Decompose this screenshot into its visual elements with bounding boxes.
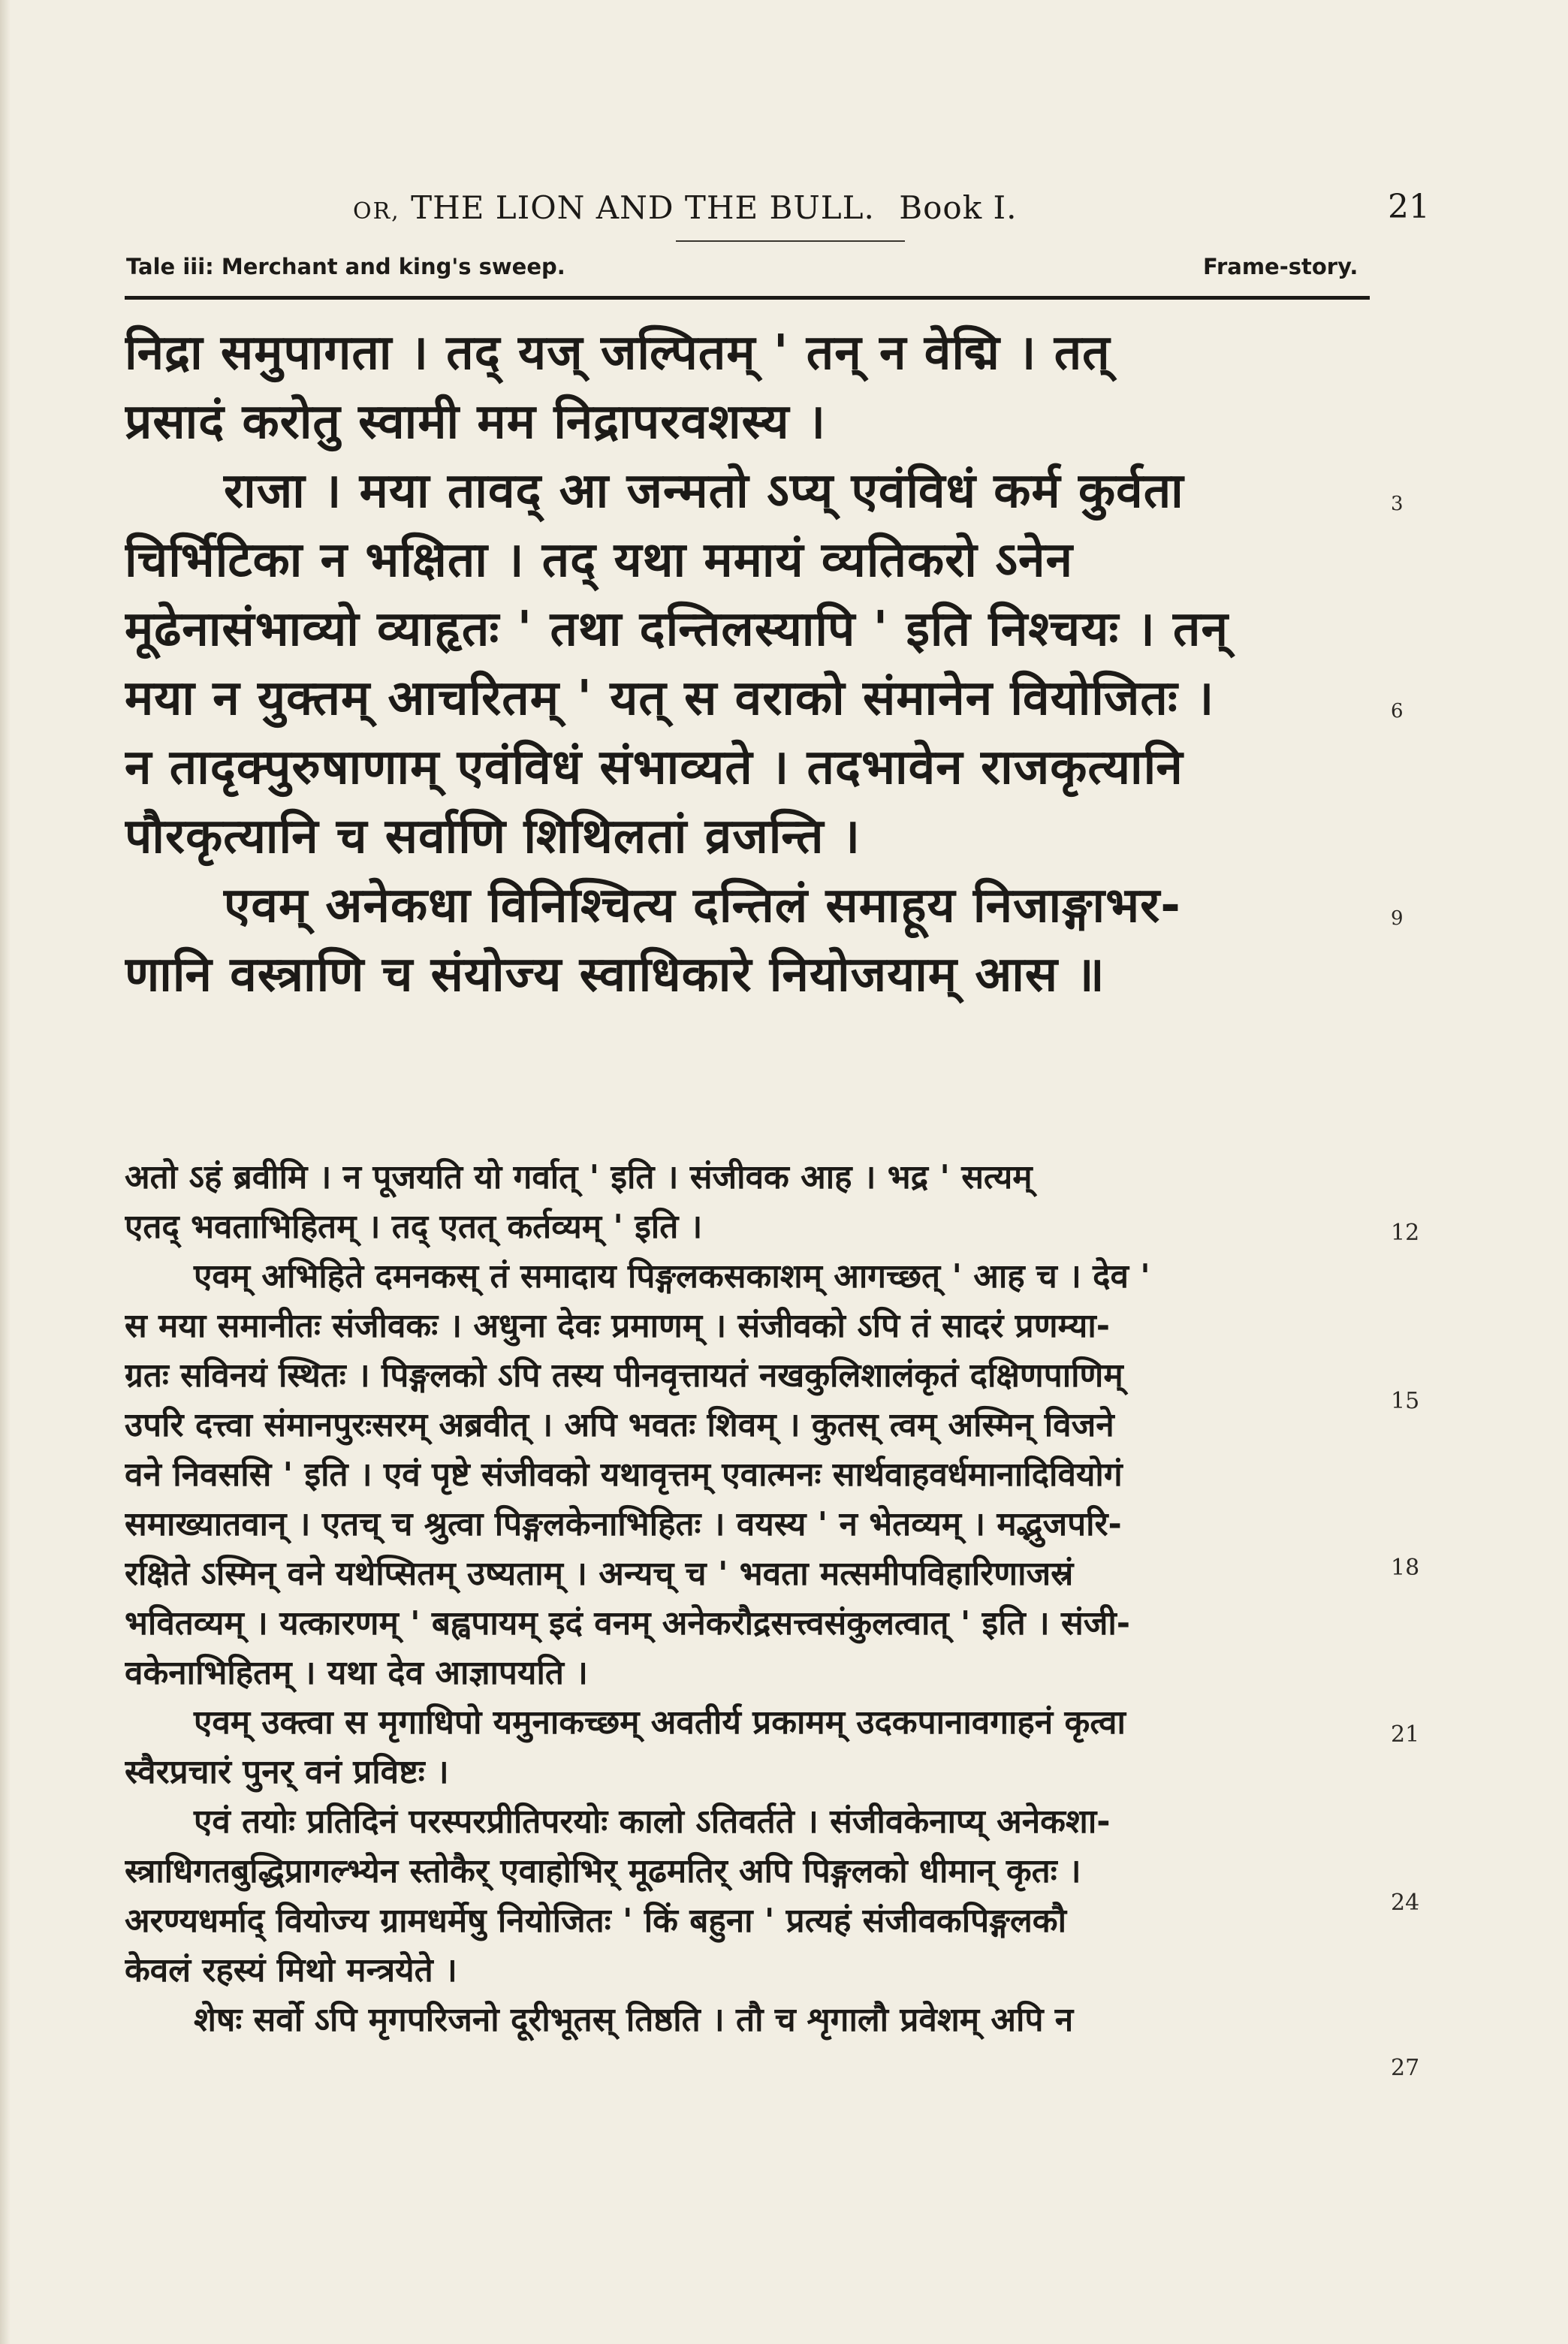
text-line: केवलं रहस्यं मिथो मन्त्रयेते ।: [125, 1951, 457, 1990]
text-line: स्वैरप्रचारं पुनर् वनं प्रविष्टः ।: [125, 1753, 449, 1791]
text-line: वकेनाभिहितम् । यथा देव आज्ञापयति ।: [125, 1654, 588, 1692]
line-number: 27: [1391, 2055, 1420, 2081]
text-line: एतद् भवताभिहितम् । तद् एतत् कर्तव्यम् ' इति ।: [125, 1208, 703, 1246]
text-line: राजा । मया तावद् आ जन्मतो ऽप्य् एवंविधं कर्म कुर्वता: [224, 463, 1184, 519]
page-number: 21: [1388, 188, 1430, 226]
text-line: रक्षिते ऽस्मिन् वने यथेप्सितम् उष्यताम् । अन्यच् च ' भवता मत्समीपविहारिणाजस्रं: [125, 1555, 1074, 1593]
running-head: [353, 189, 1017, 226]
running-head-title: THE LION AND THE BULL.: [411, 189, 875, 226]
line-number: 12: [1391, 1220, 1420, 1246]
text-line: भवितव्यम् । यत्कारणम् ' बह्वपायम् इदं वनम् अनेकरौद्रसत्त्वसंकुलत्वात् ' इति । संजी-: [125, 1604, 1131, 1643]
text-line: एवम् अभिहिते दमनकस् तं समादाय पिङ्गलकसकाशम् आगच्छत् ' आह च । देव ': [194, 1257, 1150, 1296]
line-number: 6: [1391, 700, 1404, 723]
text-line: प्रसादं करोतु स्वामी मम निद्रापरवशस्य ।: [125, 394, 827, 450]
text-line: वने निवससि ' इति । एवं पृष्टे संजीवको यथावृत्तम् एवात्मनः सार्थवाहवर्धमानादिवियोगं: [125, 1456, 1123, 1494]
text-line: एवं तयोः प्रतिदिनं परस्परप्रीतिपरयोः कालो ऽतिवर्तते । संजीवकेनाप्य् अनेकशा-: [194, 1802, 1111, 1841]
text-line: अतो ऽहं ब्रवीमि । न पूजयति यो गर्वात् ' इति । संजीवक आह । भद्र ' सत्यम्: [125, 1158, 1033, 1196]
subtitle-right: Frame-story.: [1203, 254, 1358, 279]
running-head-book: Book I.: [899, 189, 1018, 226]
line-number: 15: [1391, 1388, 1420, 1414]
header-rule: [125, 296, 1370, 300]
small-type-block: [125, 1153, 1371, 2045]
line-number: 9: [1391, 907, 1404, 930]
line-number: 3: [1391, 493, 1404, 515]
text-line: मूढेनासंभाव्यो व्याहृतः ' तथा दन्तिलस्यापि ' इति निश्चयः । तन्: [125, 602, 1229, 657]
text-line: समाख्यातवान् । एतच् च श्रुत्वा पिङ्गलकेनाभिहितः । वयस्य ' न भेतव्यम् । मद्भुजपरि-: [125, 1505, 1122, 1543]
text-line: एवम् अनेकधा विनिश्चित्य दन्तिलं समाहूय निजाङ्गाभर-: [224, 878, 1181, 934]
text-line: अरण्यधर्माद् वियोज्य ग्रामधर्मेषु नियोजितः ' किं बहुना ' प्रत्यहं संजीवकपिङ्गलकौ: [125, 1902, 1066, 1940]
line-number: 24: [1391, 1890, 1420, 1916]
text-line: स मया समानीतः संजीवकः । अधुना देवः प्रमाणम् । संजीवको ऽपि तं सादरं प्रणम्या-: [125, 1307, 1110, 1345]
line-number: 18: [1391, 1555, 1420, 1581]
text-line: उपरि दत्त्वा संमानपुरःसरम् अब्रवीत् । अपि भवतः शिवम् । कुतस् त्वम् अस्मिन् विजने: [125, 1406, 1114, 1444]
text-line: णानि वस्त्राणि च संयोज्य स्वाधिकारे नियोजयाम् आस ॥: [125, 947, 1105, 1003]
subtitle-left: Tale iii: Merchant and king's sweep.: [126, 254, 565, 279]
text-line: शेषः सर्वो ऽपि मृगपरिजनो दूरीभूतस् तिष्ठति । तौ च शृगालौ प्रवेशम् अपि न: [194, 2001, 1074, 2039]
text-line: एवम् उक्त्वा स मृगाधिपो यमुनाकच्छम् अवतीर्य प्रकामम् उदकपानावगाहनं कृत्वा: [194, 1703, 1126, 1742]
text-line: न तादृक्पुरुषाणाम् एवंविधं संभाव्यते । तदभावेन राजकृत्यानि: [125, 740, 1184, 795]
running-head-or: OR,: [353, 198, 400, 225]
text-line: ग्रतः सविनयं स्थितः । पिङ्गलको ऽपि तस्य पीनवृत्तायतं नखकुलिशालंकृतं दक्षिणपाणिम्: [125, 1356, 1123, 1395]
page-edge-shadow: [0, 0, 11, 2344]
text-line: पौरकृत्यानि च सर्वाणि शिथिलतां व्रजन्ति ।: [125, 809, 861, 864]
text-line: स्त्राधिगतबुद्धिप्रागल्भ्येन स्तोकैर् एवाहोभिर् मूढमतिर् अपि पिङ्गलको धीमान् कृतः ।: [125, 1852, 1081, 1890]
text-line: निद्रा समुपागता । तद् यज् जल्पितम् ' तन् न वेद्मि । तत्: [125, 325, 1111, 381]
header-short-rule: [676, 240, 905, 242]
large-type-block: [125, 318, 1371, 1009]
text-line: चिर्भिटिका न भक्षिता । तद् यथा ममायं व्यतिकरो ऽनेन: [125, 532, 1074, 588]
text-line: मया न युक्तम् आचरितम् ' यत् स वराको संमानेन वियोजितः ।: [125, 671, 1215, 726]
line-number: 21: [1391, 1721, 1420, 1748]
